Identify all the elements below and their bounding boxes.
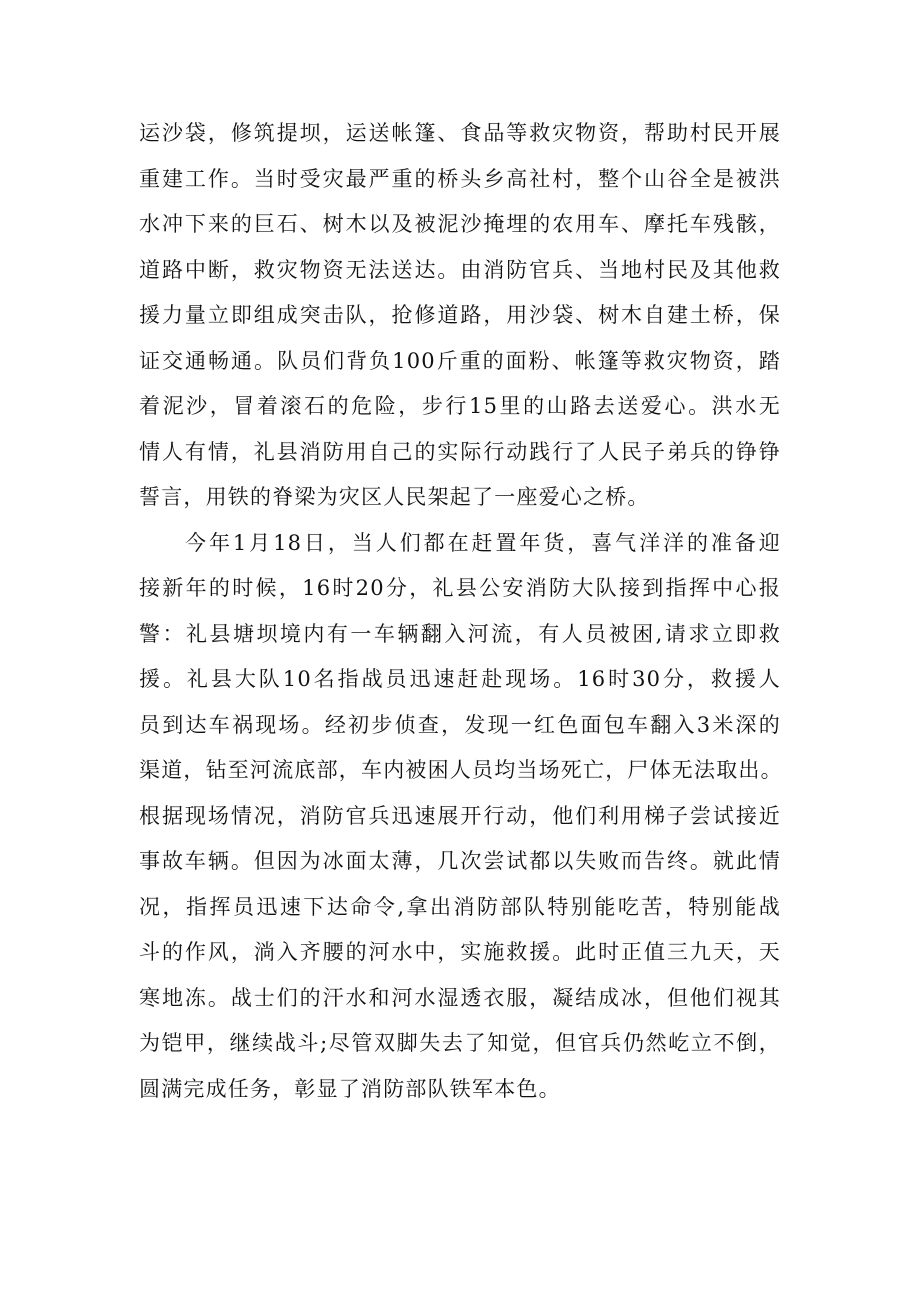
text-line: 援。礼县大队10名指战员迅速赶赴现场。16时30分，救援人 <box>139 667 781 691</box>
text-line: 接新年的时候，16时20分，礼县公安消防大队接到指挥中心报 <box>139 576 781 600</box>
text-line: 为铠甲，继续战斗;尽管双脚失去了知觉，但官兵仍然屹立不倒， <box>139 1031 781 1055</box>
text-line: 警：礼县塘坝境内有一车辆翻入河流，有人员被困,请求立即救 <box>139 621 781 646</box>
text-line: 援力量立即组成突击队，抢修道路，用沙袋、树木自建土桥，保 <box>139 303 781 327</box>
text-line: 斗的作风，淌入齐腰的河水中，实施救援。此时正值三九天，天 <box>139 940 781 964</box>
text-line: 道路中断，救灾物资无法送达。由消防官兵、当地村民及其他救 <box>139 257 781 282</box>
text-line: 运沙袋，修筑提坝，运送帐篷、食品等救灾物资，帮助村民开展 <box>139 121 781 145</box>
text-line: 圆满完成任务，彰显了消防部队铁军本色。 <box>139 1076 561 1101</box>
text-line: 员到达车祸现场。经初步侦查，发现一红色面包车翻入3米深的 <box>139 712 781 737</box>
text-line: 况，指挥员迅速下达命令,拿出消防部队特别能吃苦，特别能战 <box>139 894 781 919</box>
text-line: 水冲下来的巨石、树木以及被泥沙掩埋的农用车、摩托车残骸， <box>139 212 781 236</box>
body-text <box>139 111 781 1112</box>
text-line: 事故车辆。但因为冰面太薄，几次尝试都以失败而告终。就此情 <box>139 849 781 873</box>
text-line: 重建工作。当时受灾最严重的桥头乡高社村，整个山谷全是被洪 <box>139 166 781 191</box>
text-line: 证交通畅通。队员们背负100斤重的面粉、帐篷等救灾物资，踏 <box>139 348 781 373</box>
paragraph-flood-relief <box>139 111 781 521</box>
text-line: 根据现场情况，消防官兵迅速展开行动，他们利用梯子尝试接近 <box>139 803 781 828</box>
text-line: 誓言，用铁的脊梁为灾区人民架起了一座爱心之桥。 <box>139 485 650 509</box>
text-line: 情人有情，礼县消防用自己的实际行动践行了人民子弟兵的铮铮 <box>139 439 781 464</box>
paragraph-river-rescue <box>139 521 781 1113</box>
text-line: 寒地冻。战士们的汗水和河水湿透衣服，凝结成冰，但他们视其 <box>139 985 781 1010</box>
text-line: 今年1月18日，当人们都在赶置年货，喜气洋洋的准备迎 <box>185 530 781 555</box>
text-line: 渠道，钻至河流底部，车内被困人员均当场死亡，尸体无法取出。 <box>139 758 783 782</box>
text-line: 着泥沙，冒着滚石的危险，步行15里的山路去送爱心。洪水无 <box>139 394 781 418</box>
